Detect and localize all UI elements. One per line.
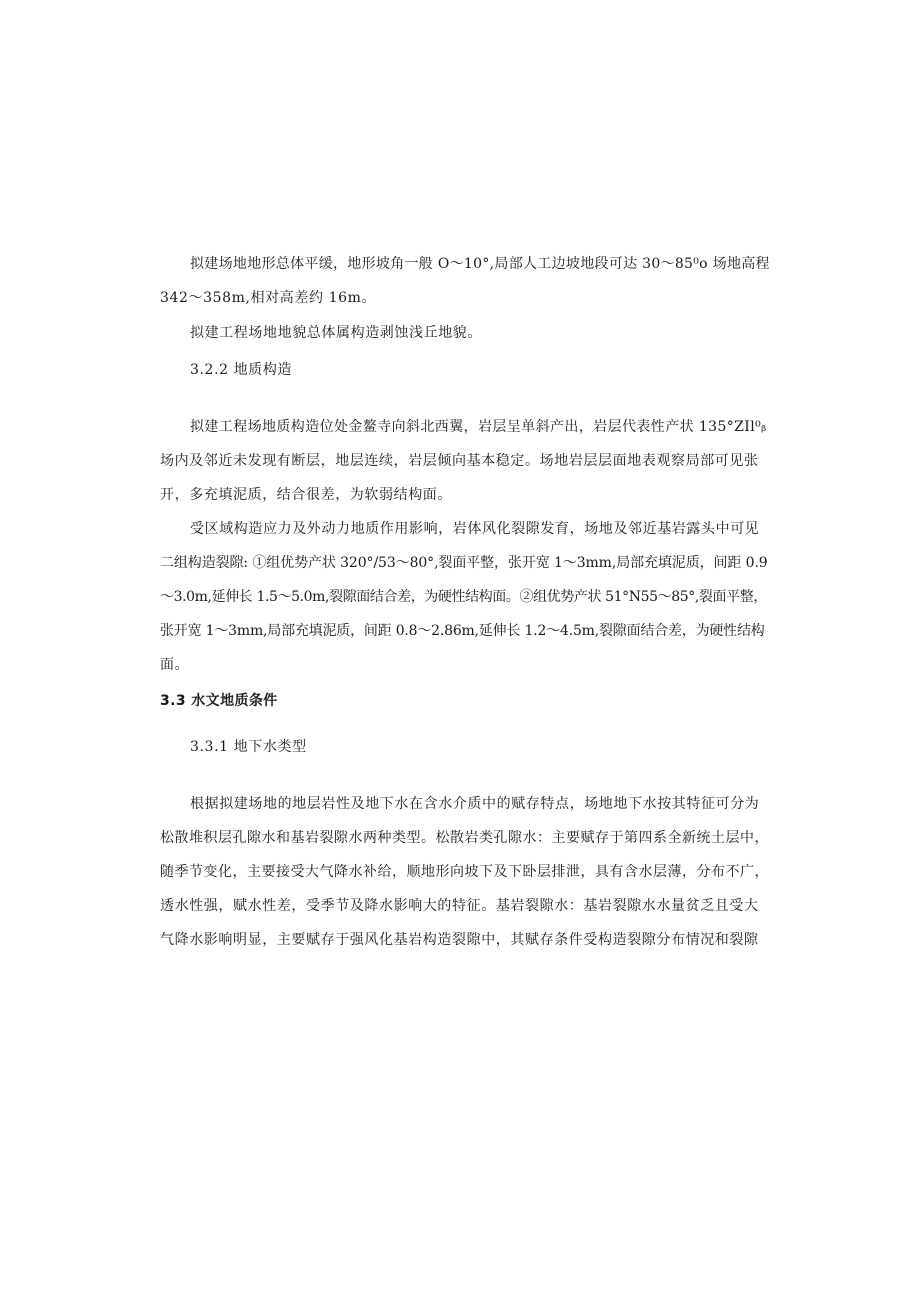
paragraph-5-line-3: 随季节变化，主要接受大气降水补给，顺地形向坡下及下卧层排泄，具有含水层薄，分布不广，	[160, 864, 769, 880]
paragraph-3-line-2: 场内及邻近未发现有断层，地层连续，岩层倾向基本稳定。场地岩层层面地表观察局部可见张	[160, 453, 759, 469]
paragraph-1-line-1: 拟建场地地形总体平缓，地形坡角一般 O～10°,局部人工边坡地段可达 30～85⁰o 场地高程	[190, 256, 770, 272]
paragraph-5-line-1: 根据拟建场地的地层岩性及地下水在含水介质中的赋存特点，场地地下水按其特征可分为	[190, 796, 760, 812]
paragraph-5-line-5: 气降水影响明显，主要赋存于强风化基岩构造裂隙中，其赋存条件受构造裂隙分布情况和裂隙	[160, 932, 759, 948]
paragraph-4-line-3: ～3.0m,延伸长 1.5～5.0m,裂隙面结合差，为硬性结构面。②组优势产状 51°N55～85°,裂面平整，	[160, 589, 767, 605]
paragraph-5-line-4: 透水性强，赋水性差，受季节及降水影响大的特征。基岩裂隙水：基岩裂隙水水量贫乏且受大	[160, 898, 759, 914]
paragraph-4-line-1: 受区域构造应力及外动力地质作用影响，岩体风化裂隙发育，场地及邻近基岩露头中可见	[190, 521, 760, 537]
section-3-3-heading: 3.3 水文地质条件	[160, 693, 278, 709]
paragraph-2-line-1: 拟建工程场地地貌总体属构造剥蚀浅丘地貌。	[190, 325, 482, 341]
paragraph-3-line-3: 开，多充填泥质，结合很差，为软弱结构面。	[160, 487, 452, 503]
paragraph-3-line-1: 拟建工程场地质构造位处金鳌寺向斜北西翼，岩层呈单斜产出，岩层代表性产状 135°ZIl⁰ᵦ	[190, 419, 767, 435]
section-3-3-1-heading: 3.3.1 地下水类型	[190, 739, 307, 755]
paragraph-1-line-2: 342～358m,相对高差约 16m。	[160, 290, 377, 306]
paragraph-4-line-4: 张开宽 1～3mm,局部充填泥质，间距 0.8～2.86m,延伸长 1.2～4.5m,裂隙面结合差，为硬性结构	[160, 623, 765, 639]
paragraph-5-line-2: 松散堆积层孔隙水和基岩裂隙水两种类型。松散岩类孔隙水：主要赋存于第四系全新统土层中，	[160, 830, 769, 846]
section-3-2-2-heading: 3.2.2 地质构造	[190, 362, 293, 378]
paragraph-4-line-2: 二组构造裂隙: ①组优势产状 320°/53～80°,裂面平整，张开宽 1～3mm,局部充填泥质，间距 0.9	[160, 555, 768, 571]
paragraph-4-line-5: 面。	[160, 657, 190, 673]
